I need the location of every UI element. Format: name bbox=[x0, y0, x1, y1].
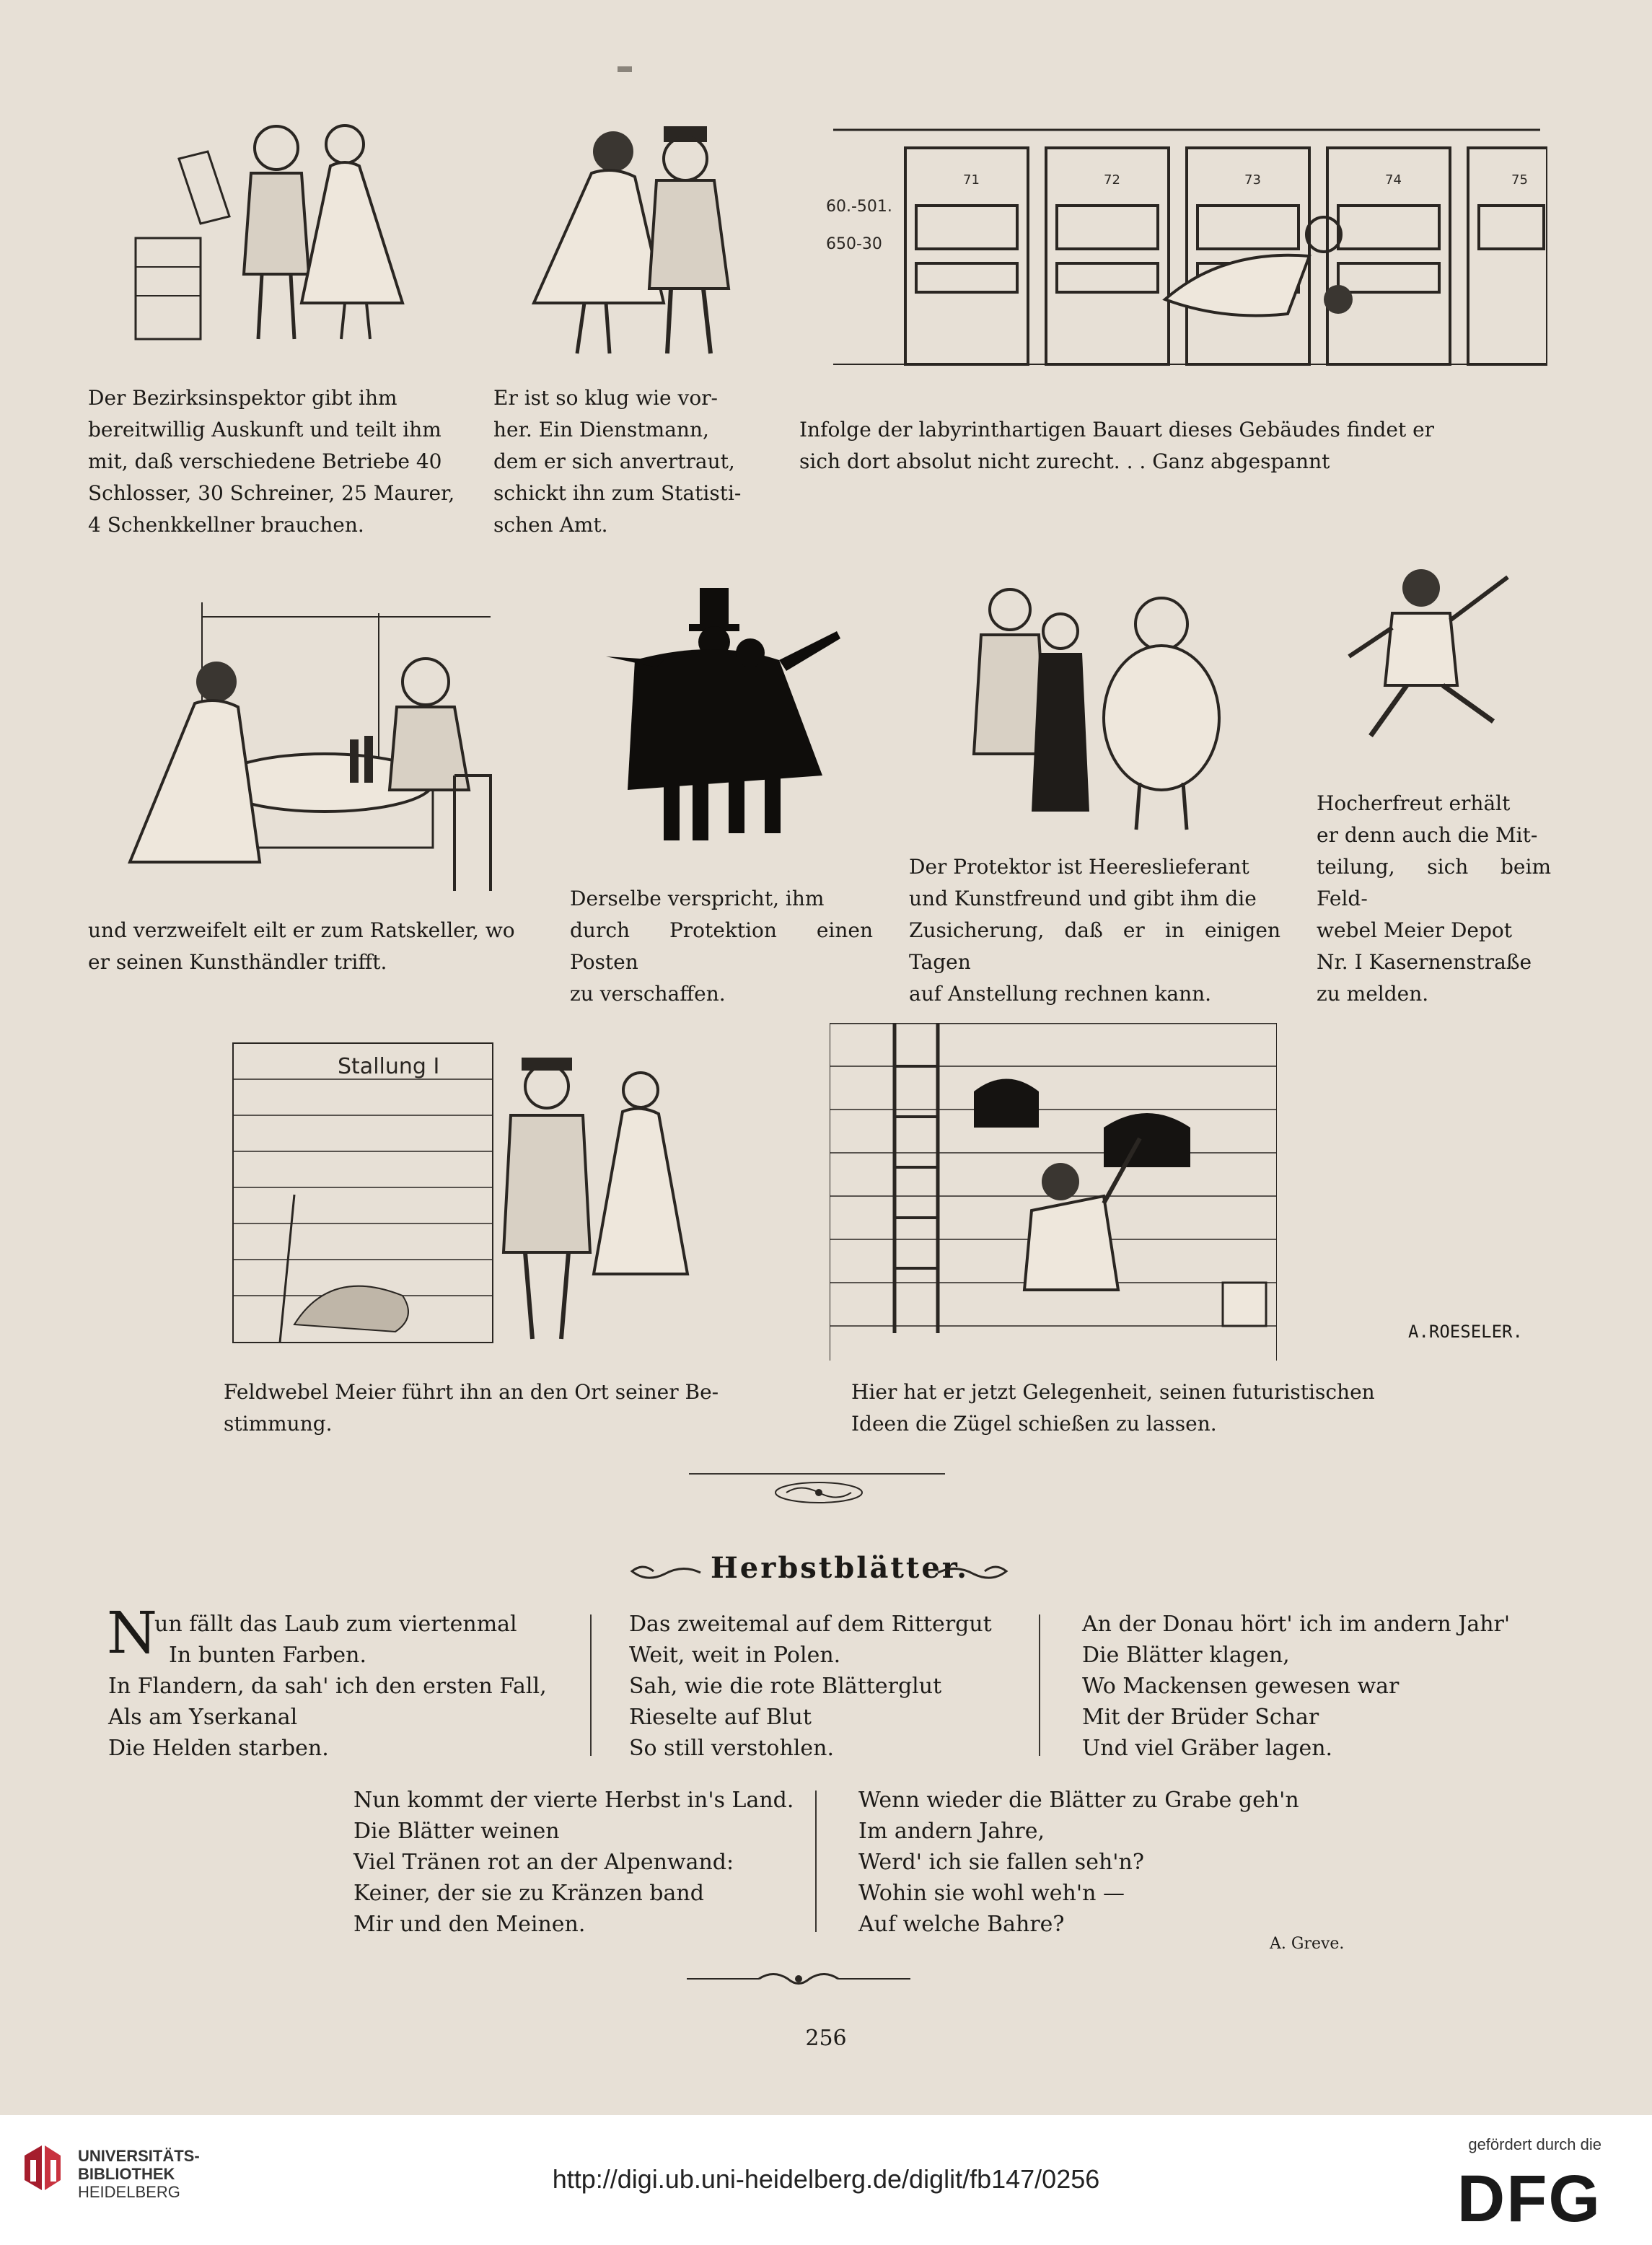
divider-rule bbox=[689, 1473, 945, 1475]
poem-line: Weit, weit in Polen. bbox=[629, 1643, 841, 1668]
caption-line: er seinen Kunsthändler trifft. bbox=[88, 950, 387, 974]
door-number: 73 bbox=[1244, 172, 1261, 188]
page-number: 256 bbox=[805, 2026, 847, 2051]
caption-line: durch Protektion einen Posten bbox=[570, 918, 873, 974]
poem-stanza-3 bbox=[1082, 1609, 1558, 1764]
caption-line: Derselbe verspricht, ihm bbox=[570, 887, 825, 910]
column-rule bbox=[815, 1791, 817, 1932]
poem-line: Keiner, der sie zu Kränzen band bbox=[353, 1881, 704, 1906]
top-mark bbox=[618, 66, 632, 72]
illustration-painting-wall bbox=[830, 1023, 1277, 1361]
illustration-corridor-doors bbox=[819, 126, 1547, 368]
caption-line: zu verschaffen. bbox=[570, 982, 726, 1006]
poem-line: An der Donau hört' ich im andern Jahr' bbox=[1082, 1612, 1511, 1637]
caption-line: Hier hat er jetzt Gelegenheit, seinen futuristischen bbox=[851, 1380, 1375, 1404]
caption-ratskeller bbox=[88, 915, 535, 978]
poem-line: Wohin sie wohl weh'n — bbox=[858, 1881, 1125, 1906]
column-rule bbox=[590, 1614, 592, 1756]
caption-porter bbox=[493, 382, 768, 541]
poem-line: Die Blätter weinen bbox=[353, 1819, 560, 1844]
caption-painting bbox=[851, 1376, 1428, 1440]
poem-line: In bunten Farben. bbox=[169, 1643, 367, 1668]
poem-line: Viel Tränen rot an der Alpenwand: bbox=[353, 1850, 734, 1875]
caption-line: 4 Schenkkellner brauchen. bbox=[88, 513, 364, 537]
caption-line: Feldwebel Meier führt ihn an den Ort seiner Be- bbox=[224, 1380, 719, 1404]
digitization-footer bbox=[0, 2115, 1652, 2245]
poem-line: In Flandern, da sah' ich den ersten Fall, bbox=[108, 1674, 547, 1699]
caption-line: Infolge der labyrinthartigen Bauart dieses Gebäudes findet er bbox=[799, 418, 1435, 441]
poem-line: Sah, wie die rote Blätterglut bbox=[629, 1674, 942, 1699]
illustration-inspector-office bbox=[128, 108, 431, 346]
poem-line: Werd' ich sie fallen seh'n? bbox=[858, 1850, 1144, 1875]
source-url-link[interactable]: http://digi.ub.uni-heidelberg.de/diglit/fb147/0256 bbox=[552, 2164, 1100, 2194]
poem-stanza-5 bbox=[858, 1785, 1306, 1940]
caption-line: zu melden. bbox=[1317, 982, 1429, 1006]
door-number: 74 bbox=[1385, 172, 1402, 188]
caption-protector bbox=[909, 851, 1280, 1010]
caption-line: schen Amt. bbox=[493, 513, 608, 537]
caption-line: er denn auch die Mit- bbox=[1317, 823, 1538, 847]
poem-line: Mit der Brüder Schar bbox=[1082, 1705, 1319, 1730]
column-rule bbox=[1039, 1614, 1040, 1756]
caption-stable bbox=[224, 1376, 794, 1440]
title-flourish-right bbox=[934, 1558, 1014, 1583]
caption-labyrinth bbox=[799, 414, 1542, 478]
caption-line: Zusicherung, daß er in einigen Tagen bbox=[909, 918, 1280, 974]
caption-line: Schlosser, 30 Schreiner, 25 Maurer, bbox=[88, 481, 455, 505]
illustration-ratskeller bbox=[115, 602, 505, 891]
dfg-logo: DFG bbox=[1457, 2162, 1602, 2236]
poem-line: Die Blätter klagen, bbox=[1082, 1643, 1290, 1668]
caption-line: bereitwillig Auskunft und teilt ihm bbox=[88, 418, 441, 441]
caption-line: Ideen die Zügel schießen zu lassen. bbox=[851, 1412, 1217, 1436]
caption-line: auf Anstellung rechnen kann. bbox=[909, 982, 1212, 1006]
drop-cap: N bbox=[107, 1599, 157, 1666]
caption-line: und verzweifelt eilt er zum Ratskeller, wo bbox=[88, 918, 515, 942]
illustration-silhouette bbox=[606, 588, 851, 848]
poem-line: Mir und den Meinen. bbox=[353, 1912, 586, 1937]
poem-line: Als am Yserkanal bbox=[108, 1705, 298, 1730]
illustration-porter bbox=[519, 108, 757, 361]
illustration-jumping-man bbox=[1327, 563, 1529, 765]
caption-jumping bbox=[1317, 788, 1551, 1010]
title-flourish-left bbox=[625, 1558, 704, 1583]
divider-ornament bbox=[772, 1480, 866, 1505]
caption-line: teilung, sich beim Feld- bbox=[1317, 855, 1551, 910]
caption-silhouette bbox=[570, 883, 873, 1010]
caption-line: Hocherfreut erhält bbox=[1317, 791, 1511, 815]
caption-line: und Kunstfreund und gibt ihm die bbox=[909, 887, 1257, 910]
poem-author: A. Greve. bbox=[1270, 1935, 1345, 1953]
caption-inspector bbox=[88, 382, 467, 541]
poem-line: Und viel Gräber lagen. bbox=[1082, 1736, 1333, 1761]
sponsor-text: gefördert durch die bbox=[1468, 2135, 1602, 2153]
poem-line: Nun kommt der vierte Herbst in's Land. bbox=[353, 1788, 794, 1813]
illustration-stable bbox=[229, 1036, 691, 1346]
poem-stanza-4 bbox=[353, 1785, 801, 1940]
caption-line: dem er sich anvertraut, bbox=[493, 449, 735, 473]
caption-line: Er ist so klug wie vor- bbox=[493, 386, 719, 410]
door-number: 72 bbox=[1104, 172, 1120, 188]
caption-line: her. Ein Dienstmann, bbox=[493, 418, 709, 441]
caption-line: mit, daß verschiedene Betriebe 40 bbox=[88, 449, 442, 473]
poem-title: Herbstblätter. bbox=[711, 1551, 970, 1585]
caption-line: schickt ihn zum Statisti- bbox=[493, 481, 742, 505]
poem-stanza-1 bbox=[107, 1599, 570, 1764]
end-ornament bbox=[687, 1968, 910, 1990]
artist-signature: A.ROESELER. bbox=[1408, 1322, 1523, 1342]
library-line: BIBLIOTHEK bbox=[78, 2165, 175, 2183]
caption-line: Nr. I Kasernenstraße bbox=[1317, 950, 1532, 974]
library-line: UNIVERSITÄTS- bbox=[78, 2147, 200, 2165]
poem-line: So still verstohlen. bbox=[629, 1736, 835, 1761]
caption-line: sich dort absolut nicht zurecht. . . Ganz abgespannt bbox=[799, 449, 1330, 473]
caption-line: stimmung. bbox=[224, 1412, 333, 1436]
poem-line: Das zweitemal auf dem Rittergut bbox=[629, 1612, 992, 1637]
caption-line: webel Meier Depot bbox=[1317, 918, 1512, 942]
poem-line: Rieselte auf Blut bbox=[629, 1705, 812, 1730]
poem-stanza-2 bbox=[629, 1609, 1047, 1764]
door-number: 75 bbox=[1511, 172, 1528, 188]
caption-line: Der Bezirksinspektor gibt ihm bbox=[88, 386, 397, 410]
stable-sign: Stallung I bbox=[338, 1054, 440, 1079]
illustration-protector bbox=[938, 574, 1241, 833]
office-number: 60.-501. bbox=[826, 198, 892, 216]
poem-line: Wenn wieder die Blätter zu Grabe geh'n bbox=[858, 1788, 1299, 1813]
caption-line: Der Protektor ist Heereslieferant bbox=[909, 855, 1249, 879]
poem-line: Auf welche Bahre? bbox=[858, 1912, 1065, 1937]
library-line: HEIDELBERG bbox=[78, 2183, 180, 2201]
door-number: 71 bbox=[963, 172, 980, 188]
office-number: 650-30 bbox=[826, 235, 882, 253]
poem-line: Im andern Jahre, bbox=[858, 1819, 1045, 1844]
poem-line: Wo Mackensen gewesen war bbox=[1082, 1674, 1400, 1699]
poem-line: Die Helden starben. bbox=[108, 1736, 329, 1761]
poem-line: un fällt das Laub zum viertenmal bbox=[154, 1612, 517, 1637]
